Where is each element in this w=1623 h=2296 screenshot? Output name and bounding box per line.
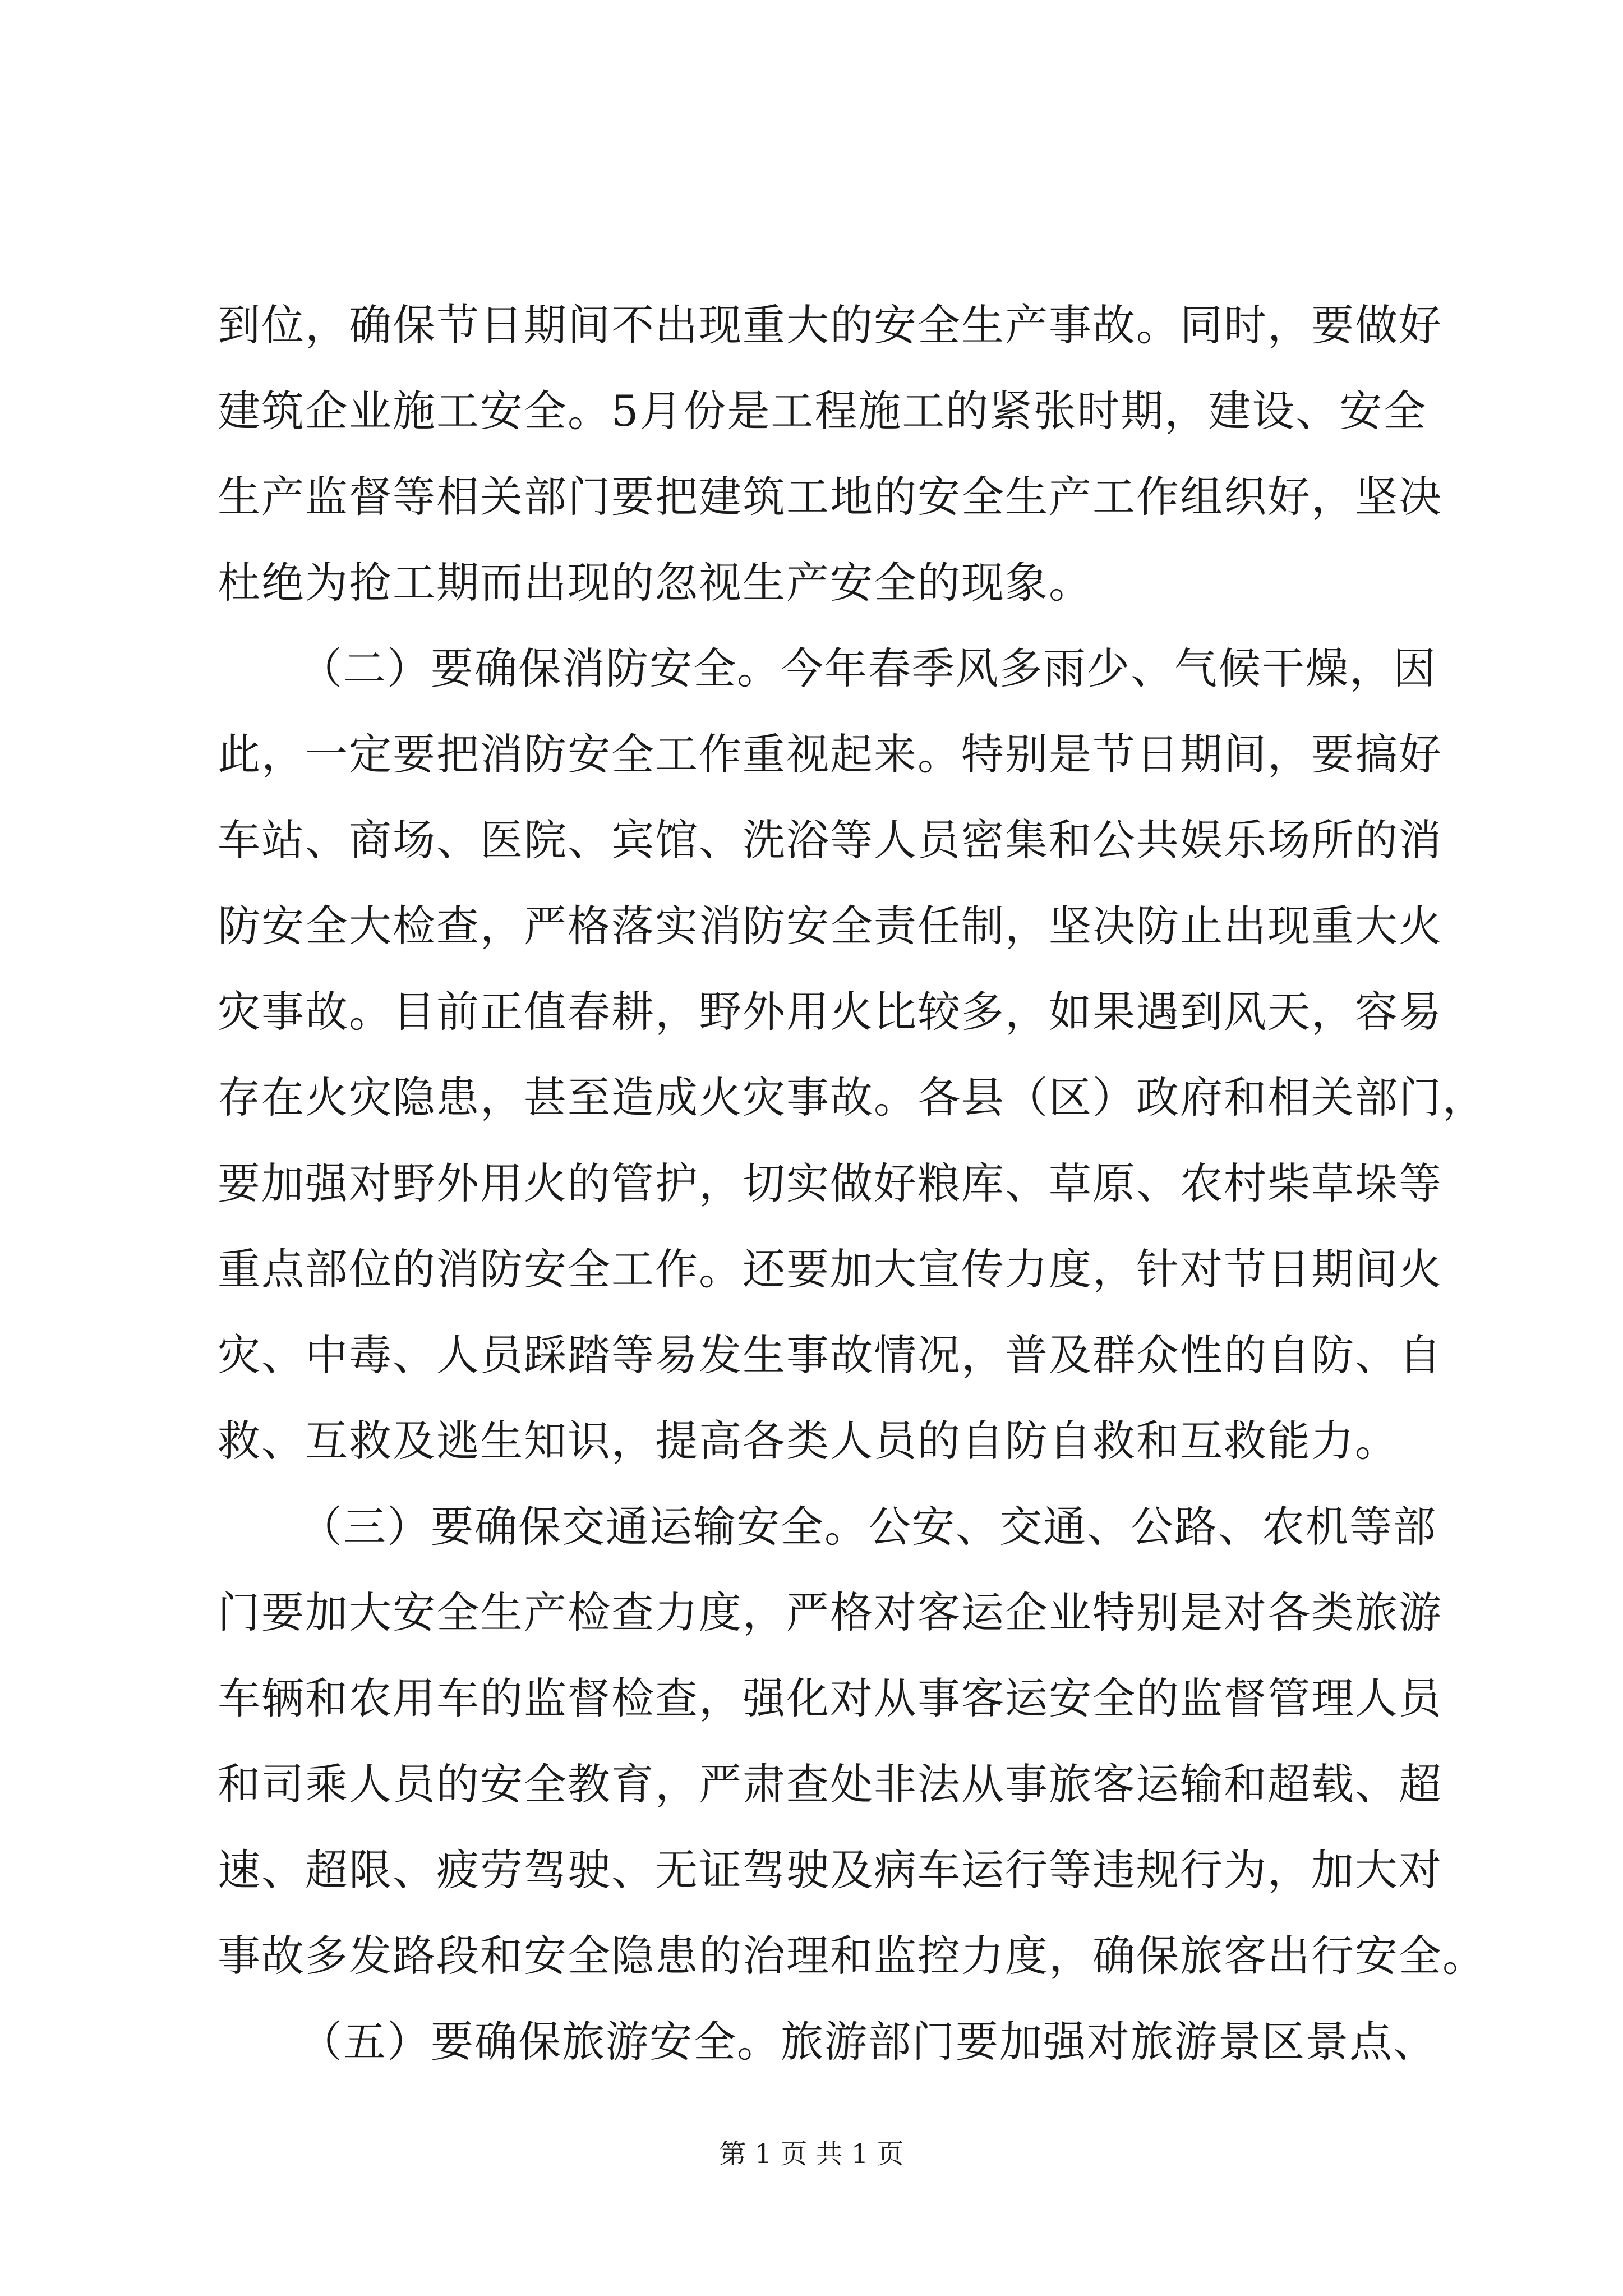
text-line: 此，一定要把消防安全工作重视起来。特别是节日期间，要搞好 xyxy=(218,729,1442,779)
text-line: 车辆和农用车的监督检查，强化对从事客运安全的监督管理人员 xyxy=(218,1673,1442,1723)
text-line: 车站、商场、医院、宾馆、洗浴等人员密集和公共娱乐场所的消 xyxy=(218,815,1442,865)
text-line: 生产监督等相关部门要把建筑工地的安全生产工作组织好，坚决 xyxy=(218,472,1442,522)
text-line: 要加强对野外用火的管护，切实做好粮库、草原、农村柴草垛等 xyxy=(218,1158,1442,1208)
paragraph-start-line: （五）要确保旅游安全。旅游部门要加强对旅游景区景点、 xyxy=(299,2017,1437,2067)
text-line: 和司乘人员的安全教育，严肃查处非法从事旅客运输和超载、超 xyxy=(218,1759,1442,1809)
text-line: 救、互救及逃生知识，提高各类人员的自防自救和互救能力。 xyxy=(218,1416,1399,1466)
text-line: 防安全大检查，严格落实消防安全责任制，坚决防止出现重大火 xyxy=(218,901,1442,951)
text-line: 灾、中毒、人员踩踏等易发生事故情况，普及群众性的自防、自 xyxy=(218,1330,1442,1380)
text-line: 速、超限、疲劳驾驶、无证驾驶及病车运行等违规行为，加大对 xyxy=(218,1845,1442,1895)
text-line: 杜绝为抢工期而出现的忽视生产安全的现象。 xyxy=(218,558,1092,608)
text-line: 建筑企业施工安全。5月份是工程施工的紧张时期，建设、安全 xyxy=(218,386,1427,436)
text-line: 门要加大安全生产检查力度，严格对客运企业特别是对各类旅游 xyxy=(218,1588,1442,1637)
text-line: 灾事故。目前正值春耕，野外用火比较多，如果遇到风天，容易 xyxy=(218,987,1442,1037)
text-line: 事故多发路段和安全隐患的治理和监控力度，确保旅客出行安全。 xyxy=(218,1931,1486,1981)
paragraph-start-line: （三）要确保交通运输安全。公安、交通、公路、农机等部 xyxy=(299,1502,1437,1552)
text-line: 存在火灾隐患，甚至造成火灾事故。各县（区）政府和相关部门， xyxy=(218,1073,1486,1122)
page-footer: 第 1 页 共 1 页 xyxy=(719,2138,904,2170)
paragraph-start-line: （二）要确保消防安全。今年春季风多雨少、气候干燥，因 xyxy=(299,643,1437,693)
text-line: 到位，确保节日期间不出现重大的安全生产事故。同时，要做好 xyxy=(218,300,1442,350)
text-line: 重点部位的消防安全工作。还要加大宣传力度，针对节日期间火 xyxy=(218,1244,1442,1294)
